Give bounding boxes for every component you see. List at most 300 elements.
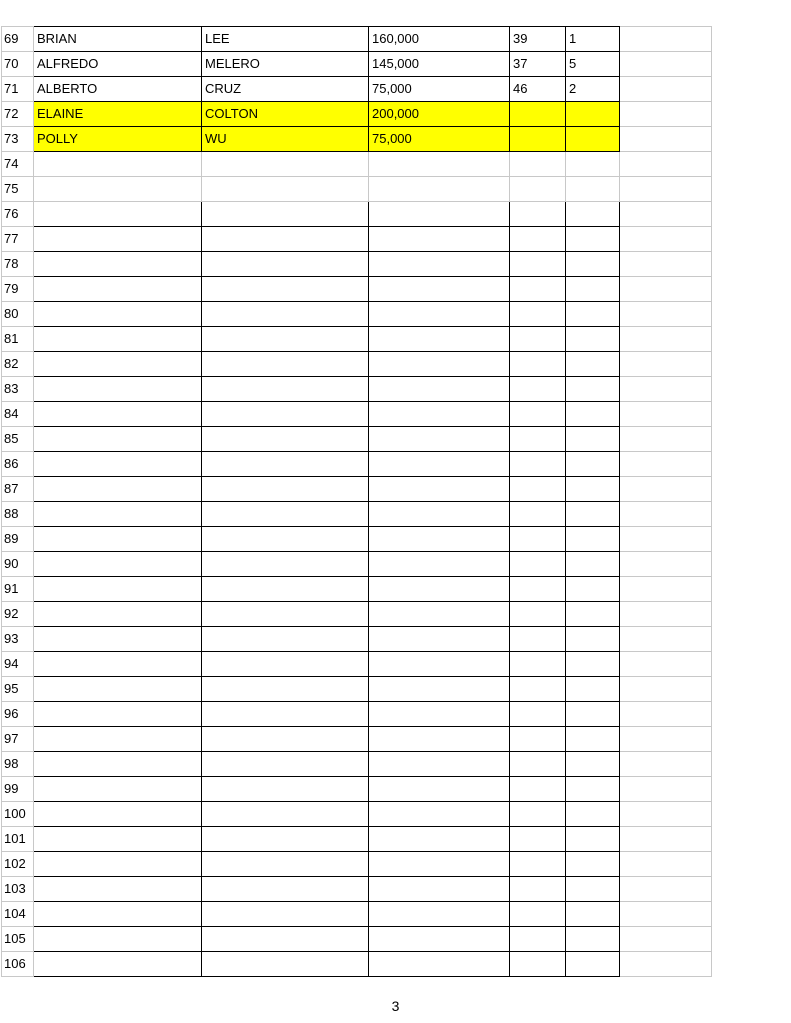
cell-amount[interactable] <box>369 152 510 177</box>
row-number[interactable]: 101 <box>2 827 34 852</box>
cell-first-name[interactable] <box>34 452 202 477</box>
cell-last-name[interactable] <box>202 402 369 427</box>
row-number[interactable]: 100 <box>2 802 34 827</box>
cell-first-name[interactable] <box>34 377 202 402</box>
table-row <box>2 777 712 802</box>
cell-empty[interactable] <box>620 727 712 752</box>
cell-last-name[interactable] <box>202 927 369 952</box>
cell-amount[interactable] <box>369 752 510 777</box>
cell-last-name[interactable] <box>202 752 369 777</box>
cell-last-name[interactable] <box>202 602 369 627</box>
cell-first-name[interactable] <box>34 277 202 302</box>
cell-rank[interactable]: 5 <box>566 52 620 77</box>
cell-amount[interactable] <box>369 777 510 802</box>
cell-last-name[interactable] <box>202 527 369 552</box>
cell-first-name[interactable] <box>34 602 202 627</box>
cell-last-name[interactable] <box>202 502 369 527</box>
cell-empty[interactable] <box>620 527 712 552</box>
row-number[interactable]: 102 <box>2 852 34 877</box>
table-row <box>2 52 712 77</box>
row-number[interactable]: 78 <box>2 252 34 277</box>
cell-first-name[interactable]: ALBERTO <box>34 77 202 102</box>
cell-amount[interactable] <box>369 877 510 902</box>
cell-empty[interactable] <box>620 677 712 702</box>
page-number: 3 <box>391 998 400 1014</box>
cell-amount[interactable] <box>369 727 510 752</box>
table-row <box>2 877 712 902</box>
cell-last-name[interactable] <box>202 777 369 802</box>
row-number[interactable]: 92 <box>2 602 34 627</box>
cell-amount[interactable] <box>369 852 510 877</box>
cell-rank[interactable] <box>566 927 620 952</box>
cell-rank[interactable] <box>566 952 620 977</box>
cell-empty[interactable] <box>620 227 712 252</box>
cell-empty[interactable] <box>620 877 712 902</box>
table-row <box>2 427 712 452</box>
row-number[interactable]: 85 <box>2 427 34 452</box>
cell-last-name[interactable] <box>202 877 369 902</box>
cell-first-name[interactable]: ELAINE <box>34 102 202 127</box>
cell-empty[interactable] <box>620 477 712 502</box>
table-row <box>2 902 712 927</box>
cell-amount[interactable]: 75,000 <box>369 77 510 102</box>
row-number[interactable]: 83 <box>2 377 34 402</box>
row-number[interactable]: 98 <box>2 752 34 777</box>
cell-last-name[interactable] <box>202 552 369 577</box>
cell-empty[interactable] <box>620 752 712 777</box>
table-row <box>2 327 712 352</box>
cell-first-name[interactable] <box>34 252 202 277</box>
cell-last-name[interactable] <box>202 377 369 402</box>
cell-empty[interactable] <box>620 152 712 177</box>
cell-first-name[interactable] <box>34 677 202 702</box>
cell-amount[interactable] <box>369 427 510 452</box>
cell-empty[interactable] <box>620 27 712 52</box>
row-number[interactable]: 96 <box>2 702 34 727</box>
cell-first-name[interactable] <box>34 627 202 652</box>
row-number[interactable]: 99 <box>2 777 34 802</box>
cell-first-name[interactable] <box>34 427 202 452</box>
table-row <box>2 402 712 427</box>
cell-amount[interactable] <box>369 927 510 952</box>
row-number[interactable]: 106 <box>2 952 34 977</box>
row-number[interactable]: 71 <box>2 77 34 102</box>
cell-amount[interactable] <box>369 702 510 727</box>
table-row <box>2 752 712 777</box>
cell-last-name[interactable] <box>202 627 369 652</box>
cell-age[interactable] <box>510 677 566 702</box>
cell-last-name[interactable] <box>202 152 369 177</box>
cell-empty[interactable] <box>620 777 712 802</box>
cell-empty[interactable] <box>620 627 712 652</box>
cell-last-name[interactable] <box>202 427 369 452</box>
cell-last-name[interactable] <box>202 177 369 202</box>
cell-rank[interactable] <box>566 602 620 627</box>
cell-first-name[interactable] <box>34 527 202 552</box>
cell-empty[interactable] <box>620 802 712 827</box>
cell-rank[interactable] <box>566 677 620 702</box>
cell-amount[interactable] <box>369 952 510 977</box>
row-number[interactable]: 97 <box>2 727 34 752</box>
table-row <box>2 827 712 852</box>
cell-rank[interactable] <box>566 702 620 727</box>
table-row <box>2 652 712 677</box>
table-row <box>2 452 712 477</box>
table-row <box>2 152 712 177</box>
cell-first-name[interactable]: POLLY <box>34 127 202 152</box>
cell-last-name[interactable]: WU <box>202 127 369 152</box>
cell-empty[interactable] <box>620 302 712 327</box>
cell-first-name[interactable] <box>34 327 202 352</box>
table-row <box>2 552 712 577</box>
cell-rank[interactable] <box>566 452 620 477</box>
cell-first-name[interactable] <box>34 352 202 377</box>
row-number[interactable]: 72 <box>2 102 34 127</box>
cell-age[interactable]: 37 <box>510 52 566 77</box>
cell-first-name[interactable] <box>34 227 202 252</box>
cell-age[interactable] <box>510 652 566 677</box>
table-row <box>2 802 712 827</box>
cell-rank[interactable] <box>566 877 620 902</box>
row-number[interactable]: 86 <box>2 452 34 477</box>
cell-amount[interactable] <box>369 627 510 652</box>
cell-age[interactable] <box>510 577 566 602</box>
cell-age[interactable] <box>510 452 566 477</box>
row-number[interactable]: 93 <box>2 627 34 652</box>
row-number[interactable]: 69 <box>2 27 34 52</box>
cell-first-name[interactable] <box>34 702 202 727</box>
cell-first-name[interactable] <box>34 302 202 327</box>
table-row <box>2 852 712 877</box>
table-row <box>2 177 712 202</box>
cell-rank[interactable] <box>566 277 620 302</box>
row-number[interactable]: 82 <box>2 352 34 377</box>
row-number[interactable]: 74 <box>2 152 34 177</box>
cell-empty[interactable] <box>620 377 712 402</box>
cell-amount[interactable]: 200,000 <box>369 102 510 127</box>
cell-amount[interactable] <box>369 477 510 502</box>
cell-empty[interactable] <box>620 52 712 77</box>
row-number[interactable]: 104 <box>2 902 34 927</box>
table-row <box>2 927 712 952</box>
table-row <box>2 27 712 52</box>
cell-first-name[interactable] <box>34 402 202 427</box>
cell-amount[interactable] <box>369 227 510 252</box>
cell-empty[interactable] <box>620 327 712 352</box>
cell-rank[interactable] <box>566 227 620 252</box>
row-number[interactable]: 94 <box>2 652 34 677</box>
cell-first-name[interactable] <box>34 552 202 577</box>
cell-rank[interactable] <box>566 552 620 577</box>
cell-rank[interactable] <box>566 252 620 277</box>
cell-amount[interactable] <box>369 827 510 852</box>
cell-amount[interactable] <box>369 577 510 602</box>
cell-amount[interactable] <box>369 452 510 477</box>
cell-age[interactable] <box>510 777 566 802</box>
row-number[interactable]: 70 <box>2 52 34 77</box>
table-row <box>2 602 712 627</box>
cell-rank[interactable] <box>566 577 620 602</box>
cell-age[interactable] <box>510 102 566 127</box>
cell-rank[interactable] <box>566 102 620 127</box>
cell-age[interactable]: 46 <box>510 77 566 102</box>
cell-amount[interactable] <box>369 352 510 377</box>
cell-age[interactable] <box>510 852 566 877</box>
cell-empty[interactable] <box>620 202 712 227</box>
cell-amount[interactable]: 145,000 <box>369 52 510 77</box>
cell-empty[interactable] <box>620 452 712 477</box>
cell-empty[interactable] <box>620 277 712 302</box>
cell-empty[interactable] <box>620 402 712 427</box>
cell-amount[interactable] <box>369 327 510 352</box>
cell-rank[interactable] <box>566 752 620 777</box>
cell-rank[interactable] <box>566 177 620 202</box>
cell-amount[interactable] <box>369 302 510 327</box>
cell-age[interactable] <box>510 202 566 227</box>
cell-empty[interactable] <box>620 552 712 577</box>
cell-last-name[interactable] <box>202 327 369 352</box>
row-number[interactable]: 90 <box>2 552 34 577</box>
cell-age[interactable] <box>510 402 566 427</box>
cell-amount[interactable] <box>369 277 510 302</box>
cell-age[interactable] <box>510 602 566 627</box>
cell-age[interactable] <box>510 727 566 752</box>
cell-last-name[interactable] <box>202 477 369 502</box>
cell-first-name[interactable]: BRIAN <box>34 27 202 52</box>
row-number[interactable]: 88 <box>2 502 34 527</box>
cell-empty[interactable] <box>620 852 712 877</box>
cell-empty[interactable] <box>620 602 712 627</box>
table-row <box>2 727 712 752</box>
cell-amount[interactable] <box>369 177 510 202</box>
cell-first-name[interactable] <box>34 752 202 777</box>
table-row <box>2 352 712 377</box>
row-number[interactable]: 84 <box>2 402 34 427</box>
table-row <box>2 77 712 102</box>
table-row <box>2 377 712 402</box>
cell-rank[interactable]: 2 <box>566 77 620 102</box>
table-row <box>2 102 712 127</box>
cell-age[interactable] <box>510 702 566 727</box>
cell-first-name[interactable] <box>34 777 202 802</box>
cell-last-name[interactable]: CRUZ <box>202 77 369 102</box>
cell-age[interactable] <box>510 527 566 552</box>
cell-first-name[interactable] <box>34 577 202 602</box>
cell-rank[interactable] <box>566 852 620 877</box>
cell-age[interactable] <box>510 952 566 977</box>
cell-empty[interactable] <box>620 127 712 152</box>
row-number[interactable]: 79 <box>2 277 34 302</box>
row-number[interactable]: 105 <box>2 927 34 952</box>
cell-rank[interactable] <box>566 477 620 502</box>
cell-first-name[interactable] <box>34 202 202 227</box>
cell-amount[interactable] <box>369 402 510 427</box>
cell-first-name[interactable] <box>34 852 202 877</box>
cell-age[interactable] <box>510 927 566 952</box>
cell-age[interactable] <box>510 227 566 252</box>
cell-first-name[interactable]: ALFREDO <box>34 52 202 77</box>
cell-empty[interactable] <box>620 902 712 927</box>
cell-empty[interactable] <box>620 577 712 602</box>
cell-age[interactable] <box>510 327 566 352</box>
cell-last-name[interactable] <box>202 202 369 227</box>
cell-last-name[interactable] <box>202 702 369 727</box>
cell-first-name[interactable] <box>34 477 202 502</box>
cell-rank[interactable]: 1 <box>566 27 620 52</box>
cell-rank[interactable] <box>566 727 620 752</box>
table-row <box>2 952 712 977</box>
row-number[interactable]: 76 <box>2 202 34 227</box>
table-row <box>2 502 712 527</box>
cell-amount[interactable] <box>369 527 510 552</box>
cell-last-name[interactable] <box>202 827 369 852</box>
table-row <box>2 527 712 552</box>
cell-age[interactable] <box>510 177 566 202</box>
cell-empty[interactable] <box>620 352 712 377</box>
cell-last-name[interactable]: COLTON <box>202 102 369 127</box>
cell-rank[interactable] <box>566 652 620 677</box>
table-row <box>2 277 712 302</box>
row-number[interactable]: 77 <box>2 227 34 252</box>
cell-rank[interactable] <box>566 377 620 402</box>
cell-amount[interactable] <box>369 902 510 927</box>
cell-rank[interactable] <box>566 827 620 852</box>
cell-age[interactable] <box>510 502 566 527</box>
cell-last-name[interactable] <box>202 452 369 477</box>
cell-last-name[interactable] <box>202 677 369 702</box>
cell-last-name[interactable] <box>202 902 369 927</box>
row-number[interactable]: 89 <box>2 527 34 552</box>
cell-amount[interactable] <box>369 802 510 827</box>
cell-last-name[interactable] <box>202 852 369 877</box>
cell-last-name[interactable] <box>202 252 369 277</box>
cell-rank[interactable] <box>566 777 620 802</box>
cell-first-name[interactable] <box>34 502 202 527</box>
table-row <box>2 702 712 727</box>
cell-amount[interactable]: 75,000 <box>369 127 510 152</box>
cell-amount[interactable] <box>369 602 510 627</box>
cell-age[interactable] <box>510 802 566 827</box>
cell-empty[interactable] <box>620 952 712 977</box>
cell-last-name[interactable]: LEE <box>202 27 369 52</box>
cell-age[interactable] <box>510 302 566 327</box>
cell-empty[interactable] <box>620 702 712 727</box>
cell-rank[interactable] <box>566 802 620 827</box>
row-number[interactable]: 81 <box>2 327 34 352</box>
row-number[interactable]: 75 <box>2 177 34 202</box>
cell-last-name[interactable] <box>202 277 369 302</box>
cell-last-name[interactable] <box>202 952 369 977</box>
cell-rank[interactable] <box>566 902 620 927</box>
cell-empty[interactable] <box>620 102 712 127</box>
cell-last-name[interactable] <box>202 227 369 252</box>
cell-empty[interactable] <box>620 177 712 202</box>
cell-age[interactable] <box>510 477 566 502</box>
cell-last-name[interactable]: MELERO <box>202 52 369 77</box>
cell-rank[interactable] <box>566 627 620 652</box>
cell-first-name[interactable] <box>34 152 202 177</box>
cell-amount[interactable]: 160,000 <box>369 27 510 52</box>
table-row <box>2 577 712 602</box>
cell-age[interactable] <box>510 352 566 377</box>
cell-age[interactable] <box>510 752 566 777</box>
cell-empty[interactable] <box>620 927 712 952</box>
cell-age[interactable] <box>510 552 566 577</box>
cell-rank[interactable] <box>566 527 620 552</box>
cell-age[interactable] <box>510 877 566 902</box>
cell-rank[interactable] <box>566 402 620 427</box>
cell-amount[interactable] <box>369 202 510 227</box>
cell-empty[interactable] <box>620 427 712 452</box>
cell-age[interactable] <box>510 627 566 652</box>
cell-age[interactable] <box>510 277 566 302</box>
cell-first-name[interactable] <box>34 727 202 752</box>
cell-last-name[interactable] <box>202 577 369 602</box>
cell-rank[interactable] <box>566 152 620 177</box>
cell-rank[interactable] <box>566 302 620 327</box>
cell-amount[interactable] <box>369 252 510 277</box>
cell-rank[interactable] <box>566 427 620 452</box>
cell-age[interactable]: 39 <box>510 27 566 52</box>
row-number[interactable]: 95 <box>2 677 34 702</box>
cell-rank[interactable] <box>566 502 620 527</box>
cell-age[interactable] <box>510 427 566 452</box>
cell-empty[interactable] <box>620 502 712 527</box>
cell-empty[interactable] <box>620 652 712 677</box>
cell-first-name[interactable] <box>34 877 202 902</box>
row-number[interactable]: 73 <box>2 127 34 152</box>
row-number[interactable]: 87 <box>2 477 34 502</box>
cell-rank[interactable] <box>566 352 620 377</box>
cell-amount[interactable] <box>369 502 510 527</box>
table-row <box>2 252 712 277</box>
cell-last-name[interactable] <box>202 727 369 752</box>
cell-first-name[interactable] <box>34 177 202 202</box>
cell-last-name[interactable] <box>202 352 369 377</box>
cell-age[interactable] <box>510 127 566 152</box>
cell-first-name[interactable] <box>34 827 202 852</box>
row-number[interactable]: 91 <box>2 577 34 602</box>
row-number[interactable]: 80 <box>2 302 34 327</box>
cell-first-name[interactable] <box>34 952 202 977</box>
cell-first-name[interactable] <box>34 652 202 677</box>
cell-rank[interactable] <box>566 127 620 152</box>
cell-age[interactable] <box>510 152 566 177</box>
table-body <box>2 27 712 977</box>
cell-empty[interactable] <box>620 827 712 852</box>
cell-empty[interactable] <box>620 77 712 102</box>
cell-rank[interactable] <box>566 202 620 227</box>
cell-amount[interactable] <box>369 552 510 577</box>
cell-age[interactable] <box>510 252 566 277</box>
cell-amount[interactable] <box>369 377 510 402</box>
cell-amount[interactable] <box>369 677 510 702</box>
cell-rank[interactable] <box>566 327 620 352</box>
cell-empty[interactable] <box>620 252 712 277</box>
cell-amount[interactable] <box>369 652 510 677</box>
cell-first-name[interactable] <box>34 902 202 927</box>
cell-last-name[interactable] <box>202 302 369 327</box>
cell-age[interactable] <box>510 902 566 927</box>
cell-age[interactable] <box>510 827 566 852</box>
cell-first-name[interactable] <box>34 802 202 827</box>
cell-age[interactable] <box>510 377 566 402</box>
row-number[interactable]: 103 <box>2 877 34 902</box>
table-row <box>2 477 712 502</box>
cell-last-name[interactable] <box>202 652 369 677</box>
cell-first-name[interactable] <box>34 927 202 952</box>
cell-last-name[interactable] <box>202 802 369 827</box>
